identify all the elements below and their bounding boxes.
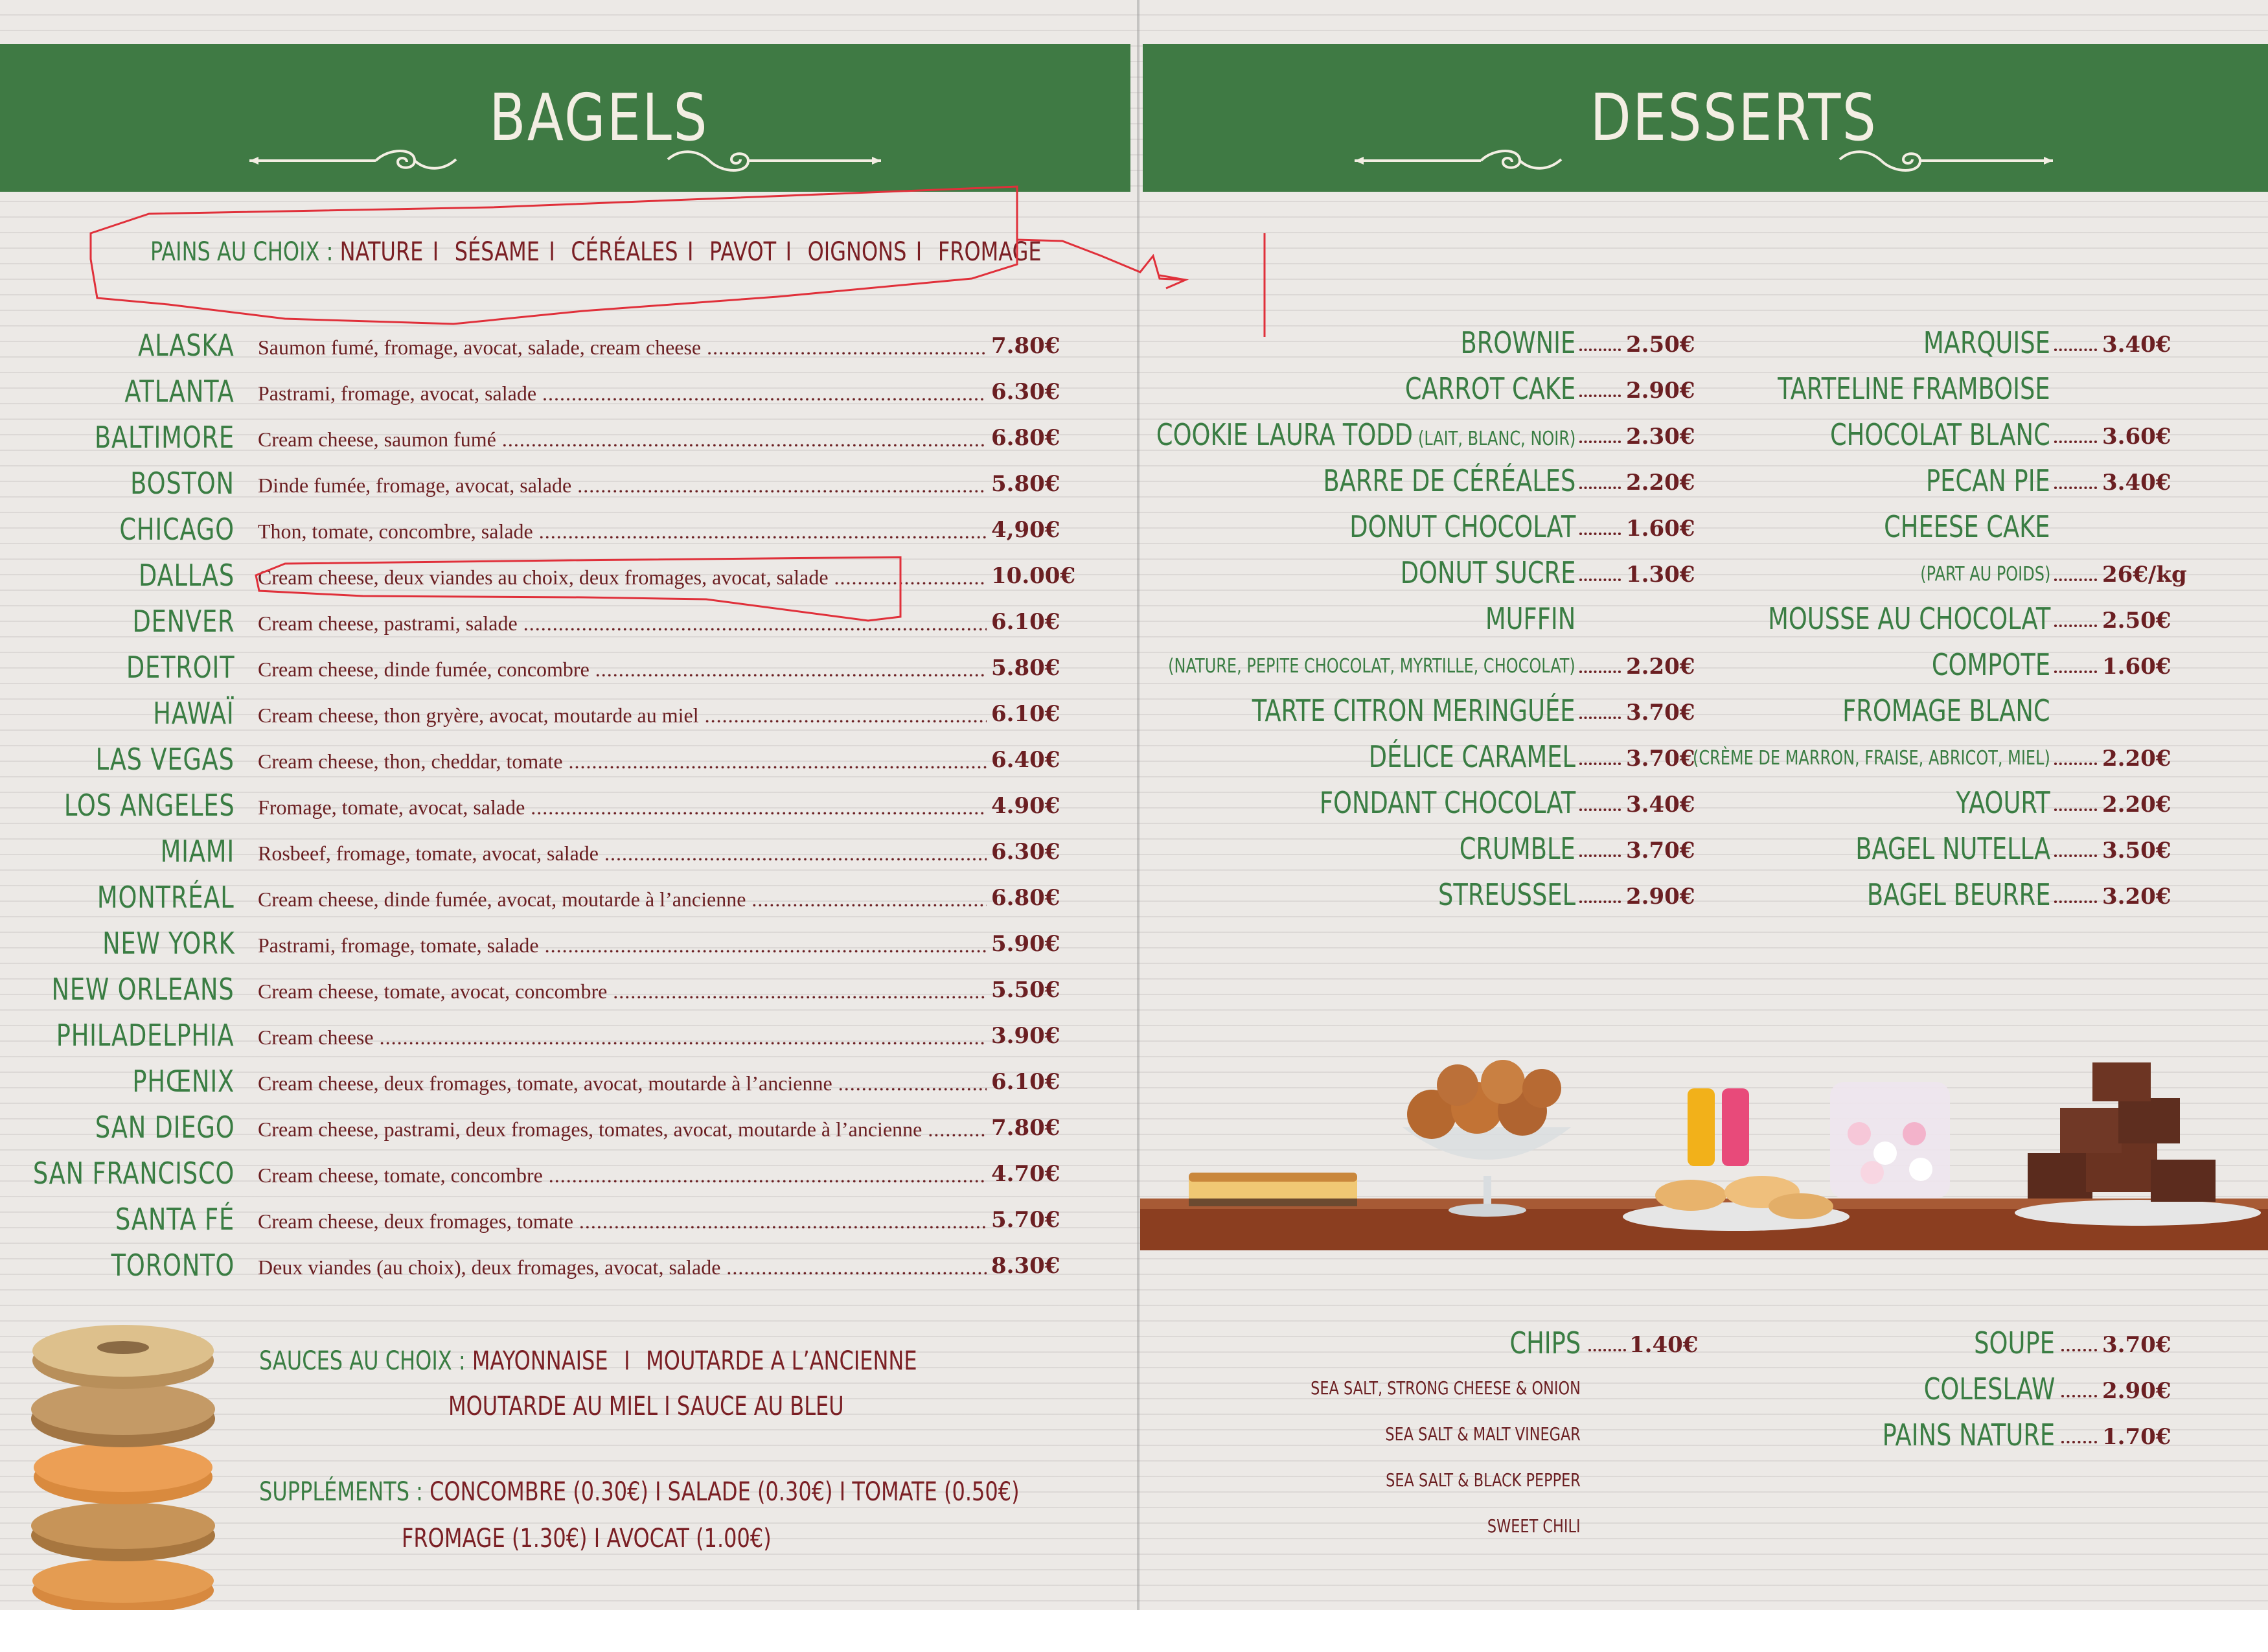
dessert-price: 3.40€ — [2102, 470, 2171, 496]
bread-option: NATURE — [339, 237, 424, 267]
dessert-price: 2.50€ — [1626, 332, 1695, 358]
leader-dots — [2054, 848, 2097, 857]
dessert-price: 2.20€ — [2102, 746, 2171, 772]
bagel-price: 6.10€ — [991, 701, 1060, 727]
bagel-price: 6.10€ — [991, 609, 1060, 635]
supplements-list: CONCOMBRE (0.30€) I SALADE (0.30€) I TOMATE (0.50€) — [430, 1477, 1020, 1507]
dessert-name-text: DONUT SUCRE — [1400, 555, 1575, 590]
dessert-price: 1.60€ — [2102, 654, 2171, 680]
bagel-price: 6.80€ — [991, 885, 1060, 911]
bagel-price: 5.70€ — [991, 1207, 1060, 1233]
bread-choices-label: PAINS AU CHOIX : — [150, 237, 334, 267]
chips-price: 1.40€ — [1629, 1332, 1699, 1358]
bread-option: SÉSAME — [454, 237, 540, 267]
extra-name: SOUPE — [1974, 1325, 2055, 1360]
dessert-name-text: MARQUISE — [1923, 325, 2050, 360]
dessert-name-text: BAGEL BEURRE — [1866, 877, 2050, 912]
bagel-description: Rosbeef, fromage, tomate, avocat, salade ..... — [258, 842, 987, 866]
dessert-price: 2.20€ — [1626, 470, 1695, 496]
dessert-price: 3.70€ — [1626, 838, 1695, 864]
bread-option: OIGNONS — [807, 237, 907, 267]
bagel-row — [0, 970, 1127, 1012]
bagel-price: 7.80€ — [991, 1115, 1060, 1141]
dessert-name-text: BARRE DE CÉRÉALES — [1323, 463, 1575, 498]
dessert-name-text: COMPOTE — [1931, 647, 2050, 682]
bagel-name: BOSTON — [130, 466, 235, 501]
bread-choices: PAINS AU CHOIX : NATURE I SÉSAME I CÉRÉALES I PAVOT I OIGNONS I FROMAGE — [150, 237, 1042, 267]
dessert-price: 2.20€ — [1626, 654, 1695, 680]
bagel-price: 4.90€ — [991, 793, 1060, 819]
right-flourish-icon — [1836, 148, 2056, 174]
bagel-name: BALTIMORE — [95, 420, 235, 455]
dessert-note: (LAIT, BLANC, NOIR) — [1417, 428, 1575, 450]
dessert-price: 3.60€ — [2102, 424, 2171, 450]
dessert-name-text: YAOURT — [1956, 785, 2050, 820]
bagel-description: Cream cheese, pastrami, salade ..... — [258, 612, 987, 636]
bagel-row — [0, 1154, 1127, 1196]
bagel-description: Dinde fumée, fromage, avocat, salade ..... — [258, 474, 987, 498]
leader-dots — [2054, 664, 2097, 673]
leader-dots — [2054, 756, 2097, 765]
bagel-description: Cream cheese, thon, cheddar, tomate ..... — [258, 750, 987, 774]
dessert-variants: (NATURE, PEPITE CHOCOLAT, MYRTILLE, CHOCOLAT) — [1168, 655, 1575, 678]
dessert-price: 1.60€ — [1626, 516, 1695, 542]
dessert-name-text: MOUSSE AU CHOCOLAT — [1767, 601, 2050, 636]
dessert-name-text: COOKIE LAURA TODD — [1156, 417, 1413, 452]
bagel-name: ALASKA — [138, 328, 235, 363]
sauce-option: MAYONNAISE — [472, 1346, 608, 1376]
leader-dots — [2054, 572, 2097, 581]
bagel-row — [0, 1200, 1127, 1242]
dessert-name-text: TARTELINE FRAMBOISE — [1778, 371, 2050, 406]
dessert-name — [1866, 877, 2050, 912]
dessert-item — [0, 555, 2187, 597]
right-flourish-icon — [664, 148, 884, 174]
dessert-price: 2.30€ — [1626, 424, 1695, 450]
bagel-description: Pastrami, fromage, avocat, salade ..... — [258, 382, 987, 406]
bagel-row — [0, 1016, 1127, 1058]
dessert-item — [0, 785, 2171, 827]
chips-flavor: SWEET CHILI — [1487, 1515, 1581, 1537]
bagel-name: DETROIT — [126, 650, 235, 685]
dessert-name — [1855, 831, 2050, 866]
bagel-name: ATLANTA — [124, 374, 235, 409]
bagels-banner — [0, 44, 1130, 192]
leader-dots — [2054, 894, 2097, 903]
extra-item — [0, 1417, 2171, 1459]
leader-dots — [2054, 480, 2097, 489]
dessert-price: 3.20€ — [2102, 884, 2171, 910]
dessert-item — [0, 417, 2171, 459]
bagel-description: Cream cheese, deux fromages, tomate ..... — [258, 1210, 987, 1233]
dessert-item — [0, 877, 2171, 919]
bagel-name: HAWAÏ — [153, 696, 235, 731]
dessert-name-text: TARTE CITRON MERINGUÉE — [1252, 693, 1575, 728]
bread-option: FROMAGE — [937, 237, 1042, 267]
extra-name: PAINS NATURE — [1882, 1417, 2055, 1452]
dessert-price: 2.20€ — [2102, 792, 2171, 818]
bagel-description: Fromage, tomate, avocat, salade ..... — [258, 796, 987, 820]
dessert-name — [1768, 601, 2050, 636]
bagel-row — [0, 1246, 1127, 1288]
bagel-description: Saumon fumé, fromage, avocat, salade, cream cheese ..... — [258, 336, 987, 360]
bagel-description: Deux viandes (au choix), deux fromages, avocat, salade ..... — [258, 1256, 987, 1279]
desserts-title: DESSERTS — [1590, 80, 1878, 155]
bagel-name: DALLAS — [138, 558, 235, 593]
dessert-name-text: BAGEL NUTELLA — [1855, 831, 2050, 866]
sauce-option: SAUCE AU BLEU — [676, 1392, 844, 1421]
extra-price: 2.90€ — [2102, 1378, 2171, 1404]
dessert-item — [0, 647, 2171, 689]
bagel-description: Cream cheese, saumon fumé ..... — [258, 428, 987, 452]
dessert-name-text: DONUT CHOCOLAT — [1349, 509, 1575, 544]
dessert-name — [1956, 785, 2050, 820]
left-flourish-icon — [246, 148, 460, 174]
bagel-price: 6.40€ — [991, 747, 1060, 773]
dessert-name-text: CARROT CAKE — [1404, 371, 1575, 406]
bagel-name: DENVER — [132, 604, 235, 639]
dessert-name-text: DÉLICE CARAMEL — [1368, 739, 1575, 774]
bagel-description: Cream cheese, dinde fumée, concombre ..... — [258, 658, 987, 682]
bagel-description: Cream cheese, dinde fumée, avocat, moutarde à l’ancienne ..... — [258, 888, 987, 912]
dessert-item — [0, 601, 2171, 643]
extra-price: 3.70€ — [2102, 1332, 2171, 1358]
extra-name: COLESLAW — [1923, 1371, 2055, 1406]
dessert-price: 3.40€ — [1626, 792, 1695, 818]
dessert-item — [0, 509, 2050, 551]
bagel-description: Cream cheese, deux fromages, tomate, avocat, moutarde à l’ancienne ..... — [258, 1072, 987, 1096]
bagel-name: LAS VEGAS — [95, 742, 235, 777]
sauces-line2: MOUTARDE AU MIEL I SAUCE AU BLEU — [448, 1392, 844, 1421]
dessert-price: 1.30€ — [1626, 562, 1695, 588]
bagel-description: Cream cheese ..... — [258, 1026, 987, 1050]
leader-dots — [2054, 802, 2097, 811]
bagel-price: 3.90€ — [991, 1023, 1060, 1049]
bagel-description: Cream cheese, deux viandes au choix, deux fromages, avocat, salade ..... — [258, 566, 987, 590]
dessert-name — [1778, 371, 2050, 406]
dessert-name — [1843, 693, 2050, 728]
bagel-price: 6.80€ — [991, 425, 1060, 451]
dessert-name-text: FONDANT CHOCOLAT — [1319, 785, 1575, 820]
dessert-name-text: FROMAGE BLANC — [1842, 693, 2050, 728]
bagel-description: Cream cheese, pastrami, deux fromages, tomates, avocat, moutarde à l’ancienne ..... — [258, 1118, 987, 1141]
bagel-description: Cream cheese, thon gryère, avocat, moutarde au miel ..... — [258, 704, 987, 728]
dessert-price: 2.90€ — [1626, 378, 1695, 404]
dessert-name — [1830, 417, 2050, 452]
supplements-line2: FROMAGE (1.30€) I AVOCAT (1.00€) — [402, 1524, 772, 1554]
bagel-row — [0, 1108, 1127, 1150]
dessert-name — [1932, 647, 2050, 682]
leader-dots — [2061, 1342, 2097, 1351]
bagel-price: 6.10€ — [991, 1069, 1060, 1095]
chips-flavor: SEA SALT & BLACK PEPPER — [1386, 1469, 1581, 1491]
dessert-name-text: CHEESE CAKE — [1884, 509, 2050, 544]
dessert-price: 3.50€ — [2102, 838, 2171, 864]
leader-dots — [2061, 1388, 2097, 1397]
dessert-price: 26€/kg — [2102, 562, 2187, 588]
bagel-price: 6.30€ — [991, 839, 1060, 865]
bagel-description: Cream cheese, tomate, concombre ..... — [258, 1164, 987, 1187]
chips-flavor: SEA SALT & MALT VINEGAR — [1385, 1423, 1581, 1445]
bagel-price: 10.00€ — [991, 563, 1076, 589]
bagel-price: 5.90€ — [991, 931, 1060, 957]
extra-item — [0, 1371, 2171, 1413]
dessert-name — [1923, 325, 2050, 360]
bagel-row — [0, 1062, 1127, 1104]
leader-dots — [2061, 1434, 2097, 1443]
dessert-name-text: PECAN PIE — [1926, 463, 2050, 498]
bagel-price: 5.50€ — [991, 977, 1060, 1003]
dessert-price: 3.70€ — [1626, 700, 1695, 726]
leader-dots — [2054, 618, 2097, 627]
sauce-option: MOUTARDE A L’ANCIENNE — [646, 1346, 917, 1376]
bagel-description: Thon, tomate, concombre, salade ..... — [258, 520, 987, 544]
sauces-line1: SAUCES AU CHOIX : MAYONNAISE I MOUTARDE A L’ANCIENNE — [259, 1346, 917, 1376]
bagel-price: 7.80€ — [991, 333, 1060, 359]
dessert-item — [0, 463, 2171, 505]
extra-item — [0, 1325, 2171, 1367]
bagel-name: PHŒNIX — [132, 1064, 235, 1099]
dessert-price: 2.50€ — [2102, 608, 2171, 634]
supplements-line1 — [259, 1477, 1020, 1507]
bagel-name: SANTA FÉ — [115, 1202, 235, 1237]
sauces-label: SAUCES AU CHOIX : — [259, 1346, 466, 1376]
bagel-description: Cream cheese, tomate, avocat, concombre ..... — [258, 980, 987, 1004]
leader-dots — [2054, 342, 2097, 351]
bagel-name: SAN DIEGO — [95, 1110, 235, 1145]
bagel-name: NEW ORLEANS — [51, 972, 235, 1007]
desserts-banner — [1143, 44, 2268, 192]
bread-option: CÉRÉALES — [571, 237, 678, 267]
chips-flavor: SEA SALT, STRONG CHEESE & ONION — [1311, 1377, 1581, 1399]
dessert-item — [0, 325, 2171, 367]
dessert-name-text: BROWNIE — [1460, 325, 1575, 360]
dessert-name-text: CRUMBLE — [1460, 831, 1575, 866]
dessert-price: 2.90€ — [1626, 884, 1695, 910]
bagel-name: PHILADELPHIA — [56, 1018, 235, 1053]
sauce-option: MOUTARDE AU MIEL — [448, 1392, 658, 1421]
bagel-row — [0, 924, 1127, 966]
extra-price: 1.70€ — [2102, 1424, 2171, 1450]
bagel-name: NEW YORK — [102, 926, 235, 961]
dessert-price: 3.70€ — [1626, 746, 1695, 772]
left-flourish-icon — [1351, 148, 1565, 174]
bagel-name: TORONTO — [111, 1248, 235, 1283]
dessert-name — [1926, 463, 2050, 498]
bagel-price: 4.70€ — [991, 1161, 1060, 1187]
bagel-name: MIAMI — [160, 834, 235, 869]
bagel-price: 6.30€ — [991, 379, 1060, 405]
bagel-price: 4,90€ — [991, 517, 1060, 543]
dessert-item — [0, 739, 2171, 781]
dessert-name-text: MUFFIN — [1485, 601, 1575, 636]
supplements-label: SUPPLÉMENTS : — [259, 1477, 423, 1507]
desserts-shelf-image — [1140, 1037, 2268, 1283]
bagel-name: CHICAGO — [119, 512, 235, 547]
dessert-variants: (PART AU POIDS) — [1919, 563, 2050, 586]
bagel-price: 5.80€ — [991, 655, 1060, 681]
dessert-name-text: STREUSSEL — [1438, 877, 1575, 912]
bagels-title: BAGELS — [489, 80, 709, 155]
bagel-name: MONTRÉAL — [97, 880, 235, 915]
dessert-item — [0, 831, 2171, 873]
dessert-variants: (CRÈME DE MARRON, FRAISE, ABRICOT, MIEL) — [1693, 747, 2050, 770]
bagel-price: 5.80€ — [991, 471, 1060, 497]
dessert-name — [1884, 509, 2050, 544]
bagel-name: SAN FRANCISCO — [32, 1156, 235, 1191]
bread-option: PAVOT — [709, 237, 777, 267]
dessert-name-text: CHOCOLAT BLANC — [1830, 417, 2050, 452]
bagel-description: Pastrami, fromage, tomate, salade ..... — [258, 934, 987, 958]
bagel-price: 8.30€ — [991, 1253, 1060, 1279]
chips-name: CHIPS — [1509, 1325, 1581, 1360]
dessert-price: 3.40€ — [2102, 332, 2171, 358]
dessert-item — [0, 371, 2050, 413]
dessert-item — [0, 693, 2050, 735]
leader-dots — [2054, 434, 2097, 443]
bagel-name: LOS ANGELES — [63, 788, 235, 823]
